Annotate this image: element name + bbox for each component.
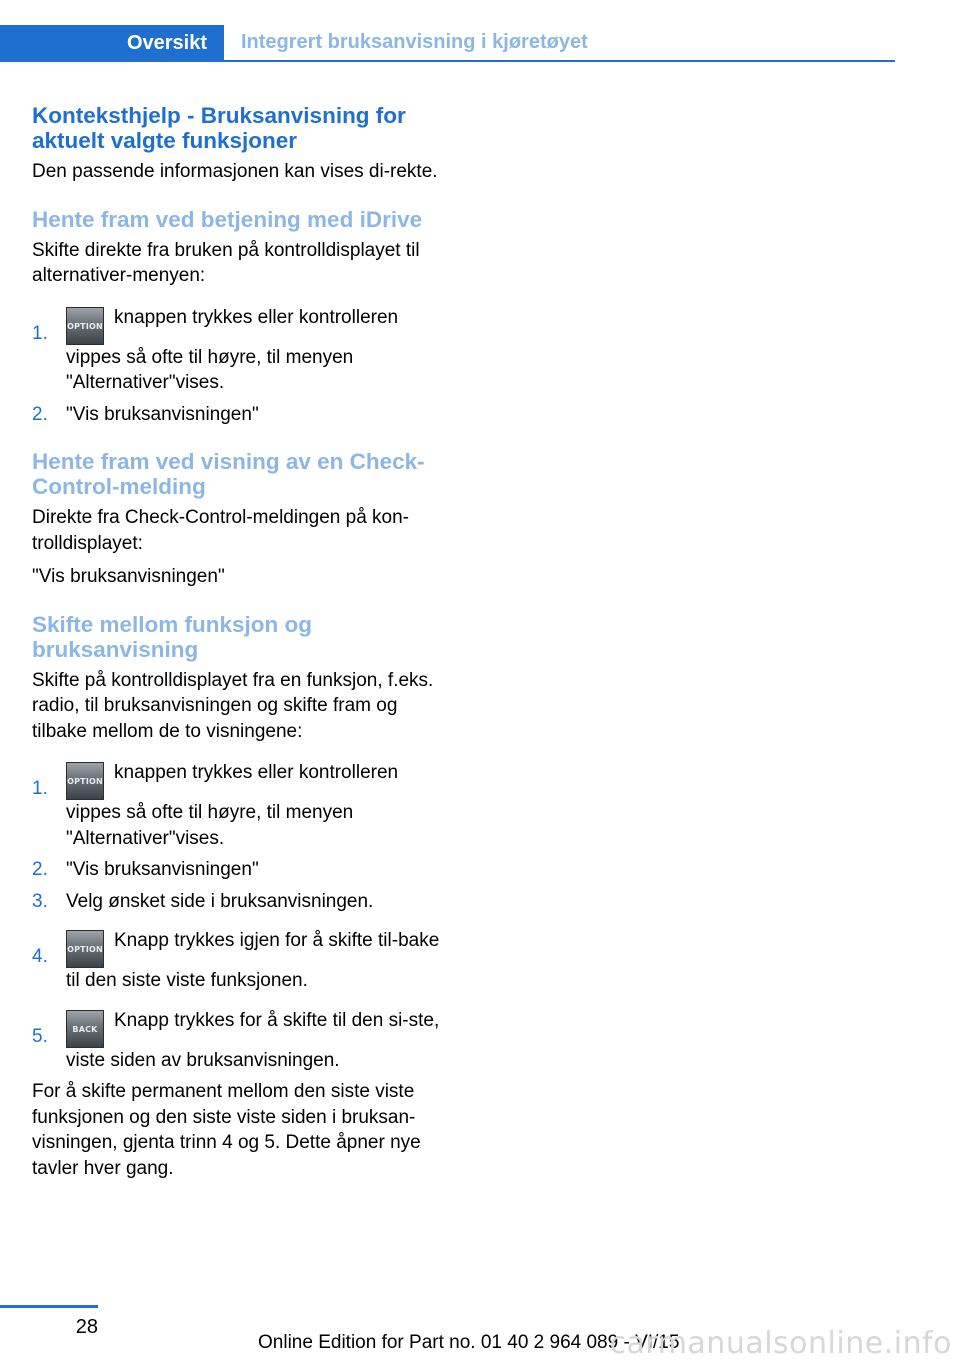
section-body-switch: Skifte på kontrolldisplayet fra en funksjon, f.eks. radio, til bruksanvisningen og skifte fram og tilbake mellom de to visningene: <box>32 669 434 742</box>
back-button-icon: BACK <box>66 1010 104 1048</box>
option-button-icon: OPTION <box>66 930 104 968</box>
list-item <box>32 1008 444 1074</box>
header-divider <box>224 60 895 62</box>
step-number: 1. <box>32 778 48 799</box>
section-closing-switch: For å skifte permanent mellom den siste viste funksjonen og den siste viste siden i bruksan-visningen, gjenta trinn 4 og 5. Dette åpner nye tavler hver gang. <box>32 1081 421 1179</box>
page-number: 28 <box>75 1316 98 1338</box>
switch-steps-list <box>32 760 444 1073</box>
page-header <box>0 25 895 62</box>
section-heading-context-help: Konteksthjelp - Bruksanvisning for aktuelt valgte funksjoner <box>32 103 406 153</box>
option-button-icon: OPTION <box>66 307 104 345</box>
tab-oversikt[interactable] <box>0 25 224 62</box>
list-item <box>32 857 444 883</box>
main-content <box>32 103 444 1181</box>
section-heading-check-control: Hente fram ved visning av en Check-Control-melding <box>32 449 425 499</box>
list-item <box>32 402 444 428</box>
section-body-idrive: Skifte direkte fra bruken på kontrolldisplayet til alternativer-menyen: <box>32 239 420 286</box>
step-text: Knapp trykkes igjen for å skifte til-bake til den siste viste funksjonen. <box>66 930 440 991</box>
step-text: knappen trykkes eller kontrolleren vippes så ofte til høyre, til menyen "Alternativer"vises. <box>66 306 399 393</box>
tab-oversikt-label: Oversikt <box>126 32 207 54</box>
step-text: "Vis bruksanvisningen" <box>66 859 259 880</box>
list-item <box>32 760 444 851</box>
idrive-steps-list <box>32 305 444 428</box>
breadcrumb[interactable]: Integrert bruksanvisning i kjøretøyet <box>241 31 588 53</box>
step-number: 2. <box>32 403 48 425</box>
step-text: Knapp trykkes for å skifte til den si-ste, viste siden av bruksanvisningen. <box>66 1009 440 1071</box>
section-body-check-control: Direkte fra Check-Control-meldingen på kon-trolldisplayet: <box>32 507 409 554</box>
step-number: 3. <box>32 890 48 912</box>
list-item <box>32 305 444 396</box>
step-text: "Vis bruksanvisningen" <box>66 403 259 425</box>
step-number: 4. <box>32 946 48 967</box>
section-body-check-control-option: "Vis bruksanvisningen" <box>32 566 225 587</box>
step-number: 5. <box>32 1025 48 1047</box>
step-text: knappen trykkes eller kontrolleren vippes så ofte til høyre, til menyen "Alternativer"vises. <box>66 762 399 849</box>
watermark: carmanualsonline.info <box>609 1326 952 1361</box>
step-number: 1. <box>32 322 48 344</box>
edition-text: Online Edition for Part no. 01 40 2 964 089 - VI/15 <box>258 1332 680 1353</box>
list-item <box>32 928 444 994</box>
option-button-icon: OPTION <box>66 762 104 800</box>
section-heading-idrive: Hente fram ved betjening med iDrive <box>32 206 423 232</box>
step-text: Velg ønsket side i bruksanvisningen. <box>66 890 374 912</box>
list-item <box>32 889 444 915</box>
step-number: 2. <box>32 859 48 880</box>
section-heading-switch: Skifte mellom funksjon og bruksanvisning <box>32 611 313 662</box>
section-body-context-help: Den passende informasjonen kan vises di-rekte. <box>32 161 438 182</box>
footer-divider <box>0 1305 98 1308</box>
